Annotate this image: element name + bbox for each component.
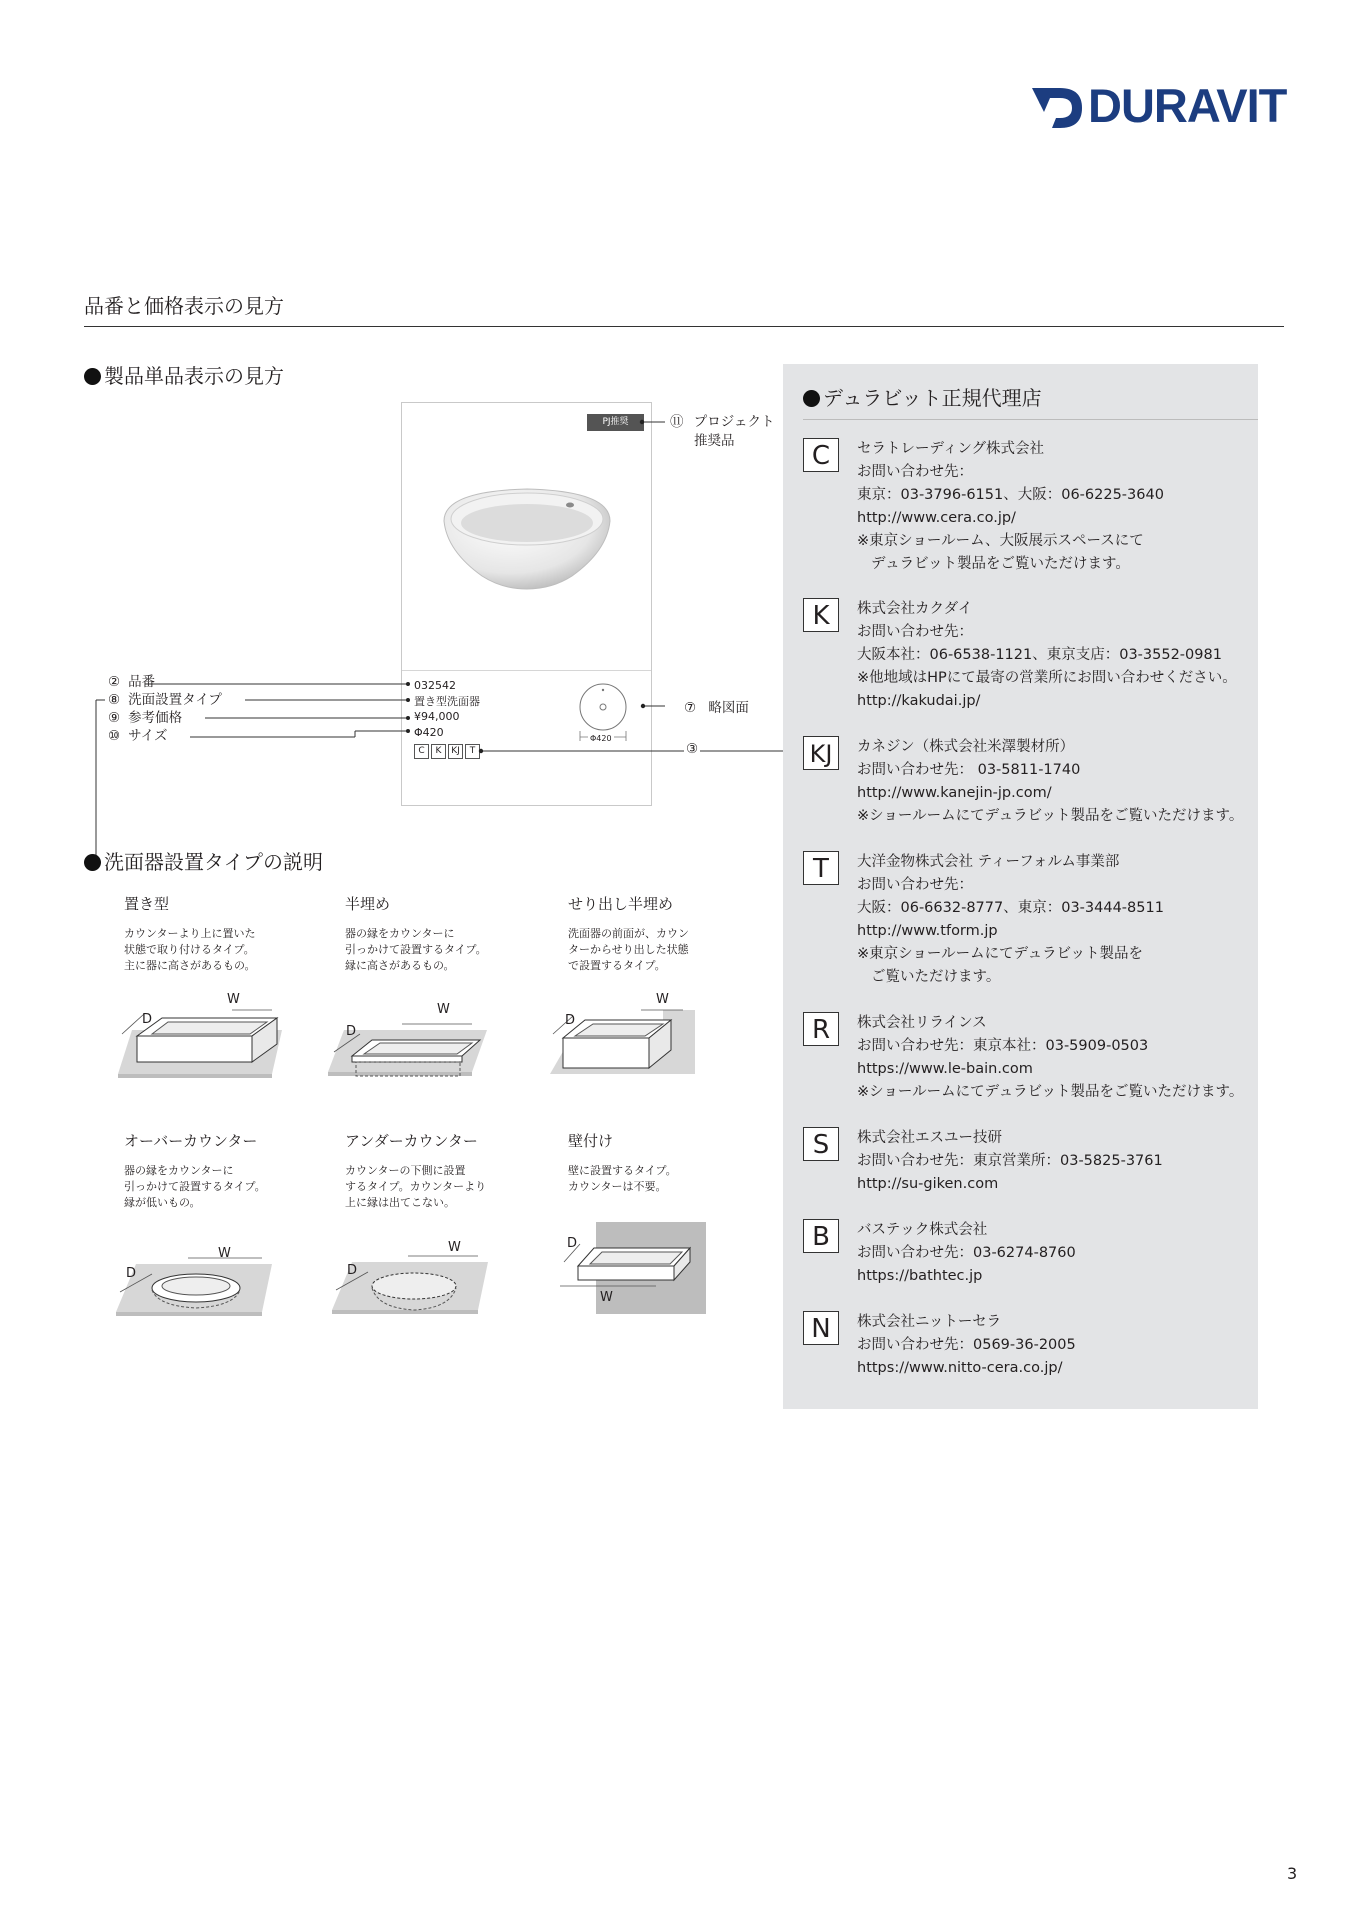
dealer-code-box: R — [803, 1012, 839, 1046]
dealer-code-box: KJ — [803, 736, 839, 770]
panel-rule — [803, 419, 1258, 420]
dim-d: D — [346, 1024, 357, 1039]
page-title: 品番と価格表示の見方 — [84, 294, 284, 318]
dealers-heading: デュラビット正規代理店 — [803, 382, 1042, 411]
types-section-heading: 洗面器設置タイプの説明 — [84, 846, 323, 875]
dealer-code-box: S — [803, 1127, 839, 1161]
dealer-info: 大洋金物株式会社 ティーフォルム事業部 お問い合わせ先： 大阪：06-6632-8777、東京：03-3444-8511 http://www.tform.jp ※東京ショールームにてデュラビット製品を ご覧いただけます。 — [857, 851, 1257, 989]
type-description: カウンターの下側に設置 するタイプ。カウンターより 上に縁は出てこない。 — [345, 1164, 487, 1209]
product-code: 032542 — [414, 679, 456, 692]
left-label-list — [108, 673, 222, 745]
diagram-seridashi — [545, 990, 705, 1080]
bullet-icon — [84, 854, 101, 871]
brand-name: DURAVIT — [1088, 79, 1287, 132]
type-title: オーバーカウンター — [124, 1132, 258, 1150]
product-type: 置き型洗面器 — [414, 694, 480, 708]
dealer-code-box: N — [803, 1311, 839, 1345]
dim-d: D — [567, 1236, 578, 1251]
dim-d: D — [347, 1263, 358, 1278]
type-description: 洗面器の前面が、カウン ターからせり出した状態 で設置するタイプ。 — [568, 927, 689, 972]
product-section-heading: 製品単品表示の見方 — [84, 360, 284, 389]
diagram-hanume — [322, 1000, 492, 1080]
dealer-url[interactable]: http://www.kanejin-jp.com/ — [857, 785, 1052, 801]
type-under-counter — [345, 1130, 525, 1211]
dealer-info: 株式会社エスユー技研 お問い合わせ先：東京営業所：03-5825-3761 http://su-giken.com — [857, 1127, 1257, 1196]
dealer-name: 株式会社エスユー技研 — [857, 1130, 1002, 1146]
diagram-over-counter — [112, 1250, 282, 1320]
dealer-code-box: K — [803, 598, 839, 632]
dealer-url[interactable]: https://www.nitto-cera.co.jp/ — [857, 1360, 1063, 1376]
product-size: Φ420 — [414, 725, 444, 739]
type-description: 器の縁をカウンターに 引っかけて設置するタイプ。 縁が低いもの。 — [124, 1164, 266, 1209]
dealer-url[interactable]: http://www.tform.jp — [857, 923, 998, 939]
dim-w: W — [448, 1240, 461, 1255]
type-title: アンダーカウンター — [345, 1132, 478, 1150]
dealer-info: バステック株式会社 お問い合わせ先：03-6274-8760 https://bathtec.jp — [857, 1219, 1257, 1288]
dealer-url[interactable]: https://www.le-bain.com — [857, 1061, 1033, 1077]
dim-d: D — [565, 1013, 576, 1028]
dealer-url[interactable]: http://kakudai.jp/ — [857, 693, 981, 709]
dim-w: W — [600, 1290, 613, 1305]
type-description: 器の縁をカウンターに 引っかけて設置するタイプ。 縁に高さがあるもの。 — [345, 927, 487, 972]
type-oki — [124, 893, 304, 974]
product-price: ¥94,000 — [414, 710, 460, 723]
dealer-info: 株式会社リラインス お問い合わせ先：東京本社：03-5909-0503 https://www.le-bain.com ※ショールームにてデュラビット製品をご覧いただけます。 — [857, 1012, 1257, 1104]
dealer-info: カネジン（株式会社米澤製材所） お問い合わせ先： 03-5811-1740 http://www.kanejin-jp.com/ ※ショールームにてデュラビット製品をご覧いただけます。 — [857, 736, 1257, 828]
label-price: ⑨ 参考価格 — [108, 710, 183, 726]
dim-w: W — [227, 992, 240, 1007]
dealer-info: 株式会社ニットーセラ お問い合わせ先：0569-36-2005 https://www.nitto-cera.co.jp/ — [857, 1311, 1257, 1380]
dealer-name: 株式会社カクダイ — [857, 601, 973, 617]
type-description: カウンターより上に置いた 状態で取り付けるタイプ。 主に器に高さがあるもの。 — [124, 927, 256, 972]
type-seridashi — [568, 893, 748, 974]
type-title: 半埋め — [345, 895, 391, 913]
dealer-url[interactable]: https://bathtec.jp — [857, 1268, 983, 1284]
type-wall-mounted — [568, 1130, 748, 1195]
diagram-oki — [112, 990, 282, 1080]
label-product-code: ② 品番 — [108, 674, 156, 690]
dealer-name: 株式会社リラインス — [857, 1015, 987, 1031]
dealer-name: 株式会社ニットーセラ — [857, 1314, 1002, 1330]
dealer-code-box: C — [803, 438, 839, 472]
dealer-code-kj: KJ — [448, 744, 463, 759]
dim-w: W — [656, 992, 669, 1007]
type-title: せり出し半埋め — [568, 895, 674, 913]
label-install-type: ⑧ 洗面設置タイプ — [108, 692, 222, 708]
bullet-icon — [803, 390, 820, 407]
page-number: 3 — [1287, 1864, 1298, 1883]
dealer-name: カネジン（株式会社米澤製材所） — [857, 739, 1075, 755]
pj-badge: PJ推奨 — [587, 414, 644, 431]
dealer-code-c: C — [414, 744, 429, 759]
dealer-url[interactable]: http://su-giken.com — [857, 1176, 999, 1192]
dealer-name: バステック株式会社 — [857, 1222, 988, 1238]
dealer-url[interactable]: http://www.cera.co.jp/ — [857, 510, 1016, 526]
type-hanume — [345, 893, 525, 974]
dealer-code-t: T — [465, 744, 480, 759]
dim-w: W — [218, 1246, 231, 1261]
callout-pj: ⑪ プロジェクト 推奨品 — [670, 414, 775, 449]
diagram-wall-mounted — [556, 1222, 706, 1314]
diagram-under-counter — [328, 1250, 498, 1320]
dim-w: W — [437, 1002, 450, 1017]
type-title: 壁付け — [568, 1132, 614, 1150]
dealer-name: セラトレーディング株式会社 — [857, 441, 1045, 457]
dealer-code-box: B — [803, 1219, 839, 1253]
type-over-counter — [124, 1130, 304, 1211]
plan-dimension: Φ420 — [590, 734, 612, 743]
type-description: 壁に設置するタイプ。 カウンターは不要。 — [568, 1164, 677, 1193]
label-size: ⑩ サイズ — [108, 728, 168, 744]
callout-plan: ⑦ 略図面 — [684, 700, 749, 716]
dealer-info: 株式会社カクダイ お問い合わせ先： 大阪本社：06-6538-1121、東京支店：03-3552-0981 ※他地域はHPにて最寄の営業所にお問い合わせください。 http://kakudai.jp/ — [857, 598, 1257, 713]
type-title: 置き型 — [124, 895, 170, 913]
dealer-code-box: T — [803, 851, 839, 885]
dealer-code-k: K — [431, 744, 446, 759]
dim-d: D — [142, 1012, 153, 1027]
dim-d: D — [126, 1266, 137, 1281]
dealer-name: 大洋金物株式会社 ティーフォルム事業部 — [857, 854, 1120, 870]
dealer-info: セラトレーディング株式会社 お問い合わせ先： 東京：03-3796-6151、大阪：06-6225-3640 http://www.cera.co.jp/ ※東京ショールーム、大阪展示スペースにて デュラビット製品をご覧いただけます。 — [857, 438, 1257, 576]
callout-codes: ③ — [686, 741, 699, 757]
dealers-panel — [783, 364, 1258, 1409]
